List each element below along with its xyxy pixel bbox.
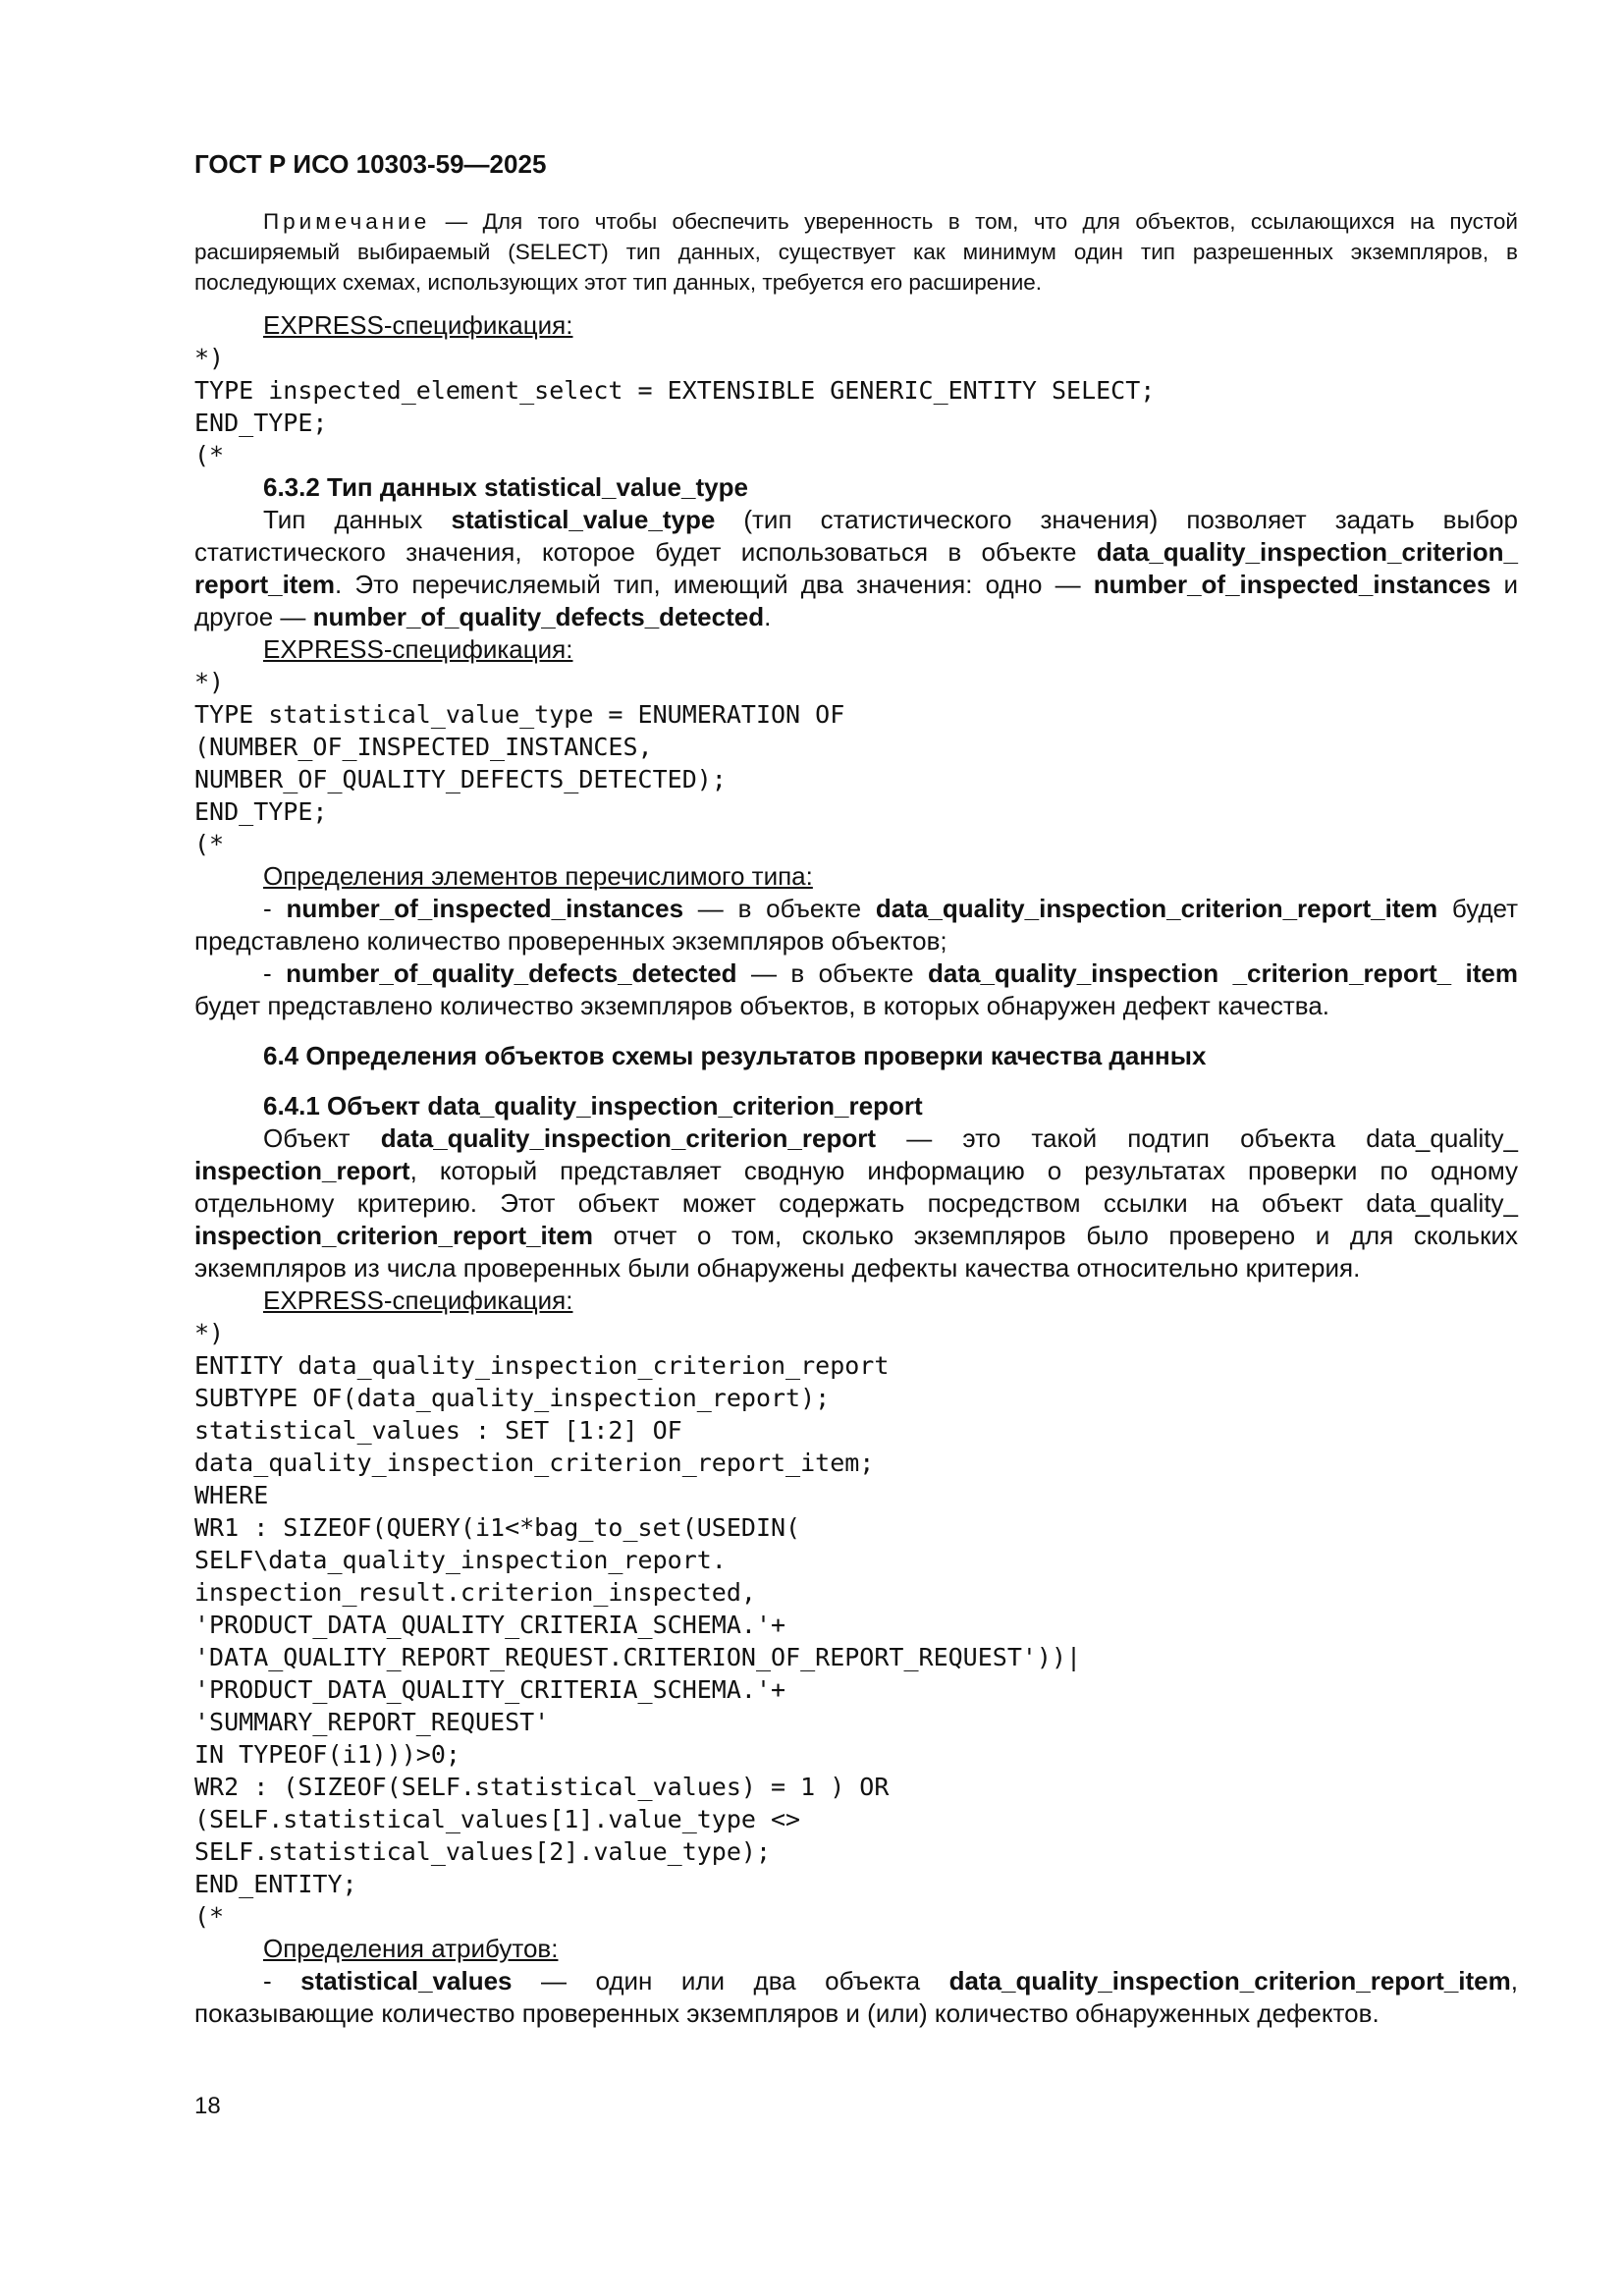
code-line: WR2 : (SIZEOF(SELF.statistical_values) = 1 ) OR (194, 1773, 890, 1801)
code-line: ENTITY data_quality_inspection_criterion_report (194, 1351, 890, 1380)
code-line: (* (194, 441, 225, 469)
code-line: SELF\data_quality_inspection_report. (194, 1546, 727, 1574)
term: data_quality_inspection_criterion_report_item (948, 1966, 1511, 1995)
code-line: TYPE statistical_value_type = ENUMERATION OF (194, 700, 845, 729)
code-line: WR1 : SIZEOF(QUERY(i1<*bag_to_set(USEDIN( (194, 1513, 801, 1542)
term: inspection_report (194, 1156, 410, 1185)
term: statistical_value_type (451, 505, 716, 534)
code-line: (* (194, 830, 225, 858)
term: data_quality_inspection_criterion_report (380, 1123, 876, 1153)
page-number: 18 (194, 2093, 221, 2119)
code-line: (SELF.statistical_values[1].value_type <> (194, 1805, 801, 1833)
term: number_of_inspected_instances (1093, 570, 1491, 599)
term: data_quality_inspection_criterion_report_item (875, 894, 1438, 923)
code-line: 'DATA_QUALITY_REPORT_REQUEST.CRITERION_OF_REPORT_REQUEST'))| (194, 1643, 1082, 1671)
term: number_of_inspected_instances (286, 894, 684, 923)
code-line: END_ENTITY; (194, 1870, 357, 1898)
text-run: будет представлено количество проверенных экземпляров объектов; (194, 894, 1519, 956)
term: data_quality_inspection_criterion_ report_item (194, 537, 1518, 599)
code-block-1 (194, 342, 1518, 471)
code-block-2 (194, 666, 1518, 860)
note-paragraph (194, 206, 1518, 298)
text-run: , который представляет сводную информацию о результатах проверки по одному отдельному критерию. Этот объект может содержать посредством ссылки на объект data_quality_ (194, 1156, 1518, 1218)
express-label: EXPRESS-спецификация: (263, 1285, 573, 1315)
text-run: - (263, 958, 287, 988)
text-run: . (764, 602, 772, 631)
code-line: TYPE inspected_element_select = EXTENSIBLE GENERIC_ENTITY SELECT; (194, 376, 1156, 405)
text-run: . Это перечисляемый тип, имеющий два значения: одно — (335, 570, 1094, 599)
text-run: Объект (263, 1123, 381, 1153)
code-line: statistical_values : SET [1:2] OF (194, 1416, 682, 1445)
enum-definitions-label: Определения элементов перечислимого типа: (263, 861, 813, 891)
text-run: - (263, 1966, 301, 1995)
code-line: SUBTYPE OF(data_quality_inspection_report); (194, 1384, 831, 1412)
enum-definition-item (194, 957, 1518, 1022)
code-line: *) (194, 344, 225, 372)
text-run: и другое — (194, 570, 1518, 631)
note-text: — Для того чтобы обеспечить уверенность в том, что для объектов, ссылающихся на пустой расширяемый выбираемый (SELECT) тип данных, существует как минимум один тип разрешенных экземпляров, в последующих схемах, использующих этот тип данных, требуется его расширение. (194, 209, 1518, 295)
text-run: (тип статистического значения) позволяет задать выбор статистического значения, которое будет использоваться в объекте (194, 505, 1518, 567)
note-label: Примечание (263, 209, 431, 234)
page-content (194, 147, 1518, 2030)
code-line: *) (194, 1319, 225, 1347)
text-run: — в объекте (683, 894, 876, 923)
text-run: будет представлено количество экземпляров объектов, в которых обнаружен дефект качества. (194, 991, 1330, 1020)
term: data_quality_inspection _criterion_report_ item (927, 958, 1518, 988)
code-line: 'PRODUCT_DATA_QUALITY_CRITERIA_SCHEMA.'+ (194, 1611, 786, 1639)
code-block-3 (194, 1317, 1518, 1933)
express-label: EXPRESS-спецификация: (263, 634, 573, 664)
code-line: 'SUMMARY_REPORT_REQUEST' (194, 1708, 550, 1736)
section-heading-641: 6.4.1 Объект data_quality_inspection_criterion_report (263, 1091, 923, 1121)
document-header: ГОСТ Р ИСО 10303-59—2025 (194, 149, 547, 179)
code-line: (* (194, 1902, 225, 1931)
section-641-paragraph (194, 1122, 1518, 1285)
attribute-definitions-label: Определения атрибутов: (263, 1934, 559, 1963)
express-label: EXPRESS-спецификация: (263, 310, 573, 340)
text-run: , показывающие количество проверенных экземпляров и (или) количество обнаруженных дефектов. (194, 1966, 1518, 2028)
text-run: — в объекте (736, 958, 928, 988)
attribute-definition-item (194, 1965, 1518, 2030)
code-line: *) (194, 668, 225, 696)
text-run: — один или два объекта (512, 1966, 949, 1995)
term: statistical_values (300, 1966, 513, 1995)
code-line: IN TYPEOF(i1)))>0; (194, 1740, 460, 1769)
code-line: 'PRODUCT_DATA_QUALITY_CRITERIA_SCHEMA.'+ (194, 1675, 786, 1704)
code-line: (NUMBER_OF_INSPECTED_INSTANCES, (194, 733, 653, 761)
code-line: SELF.statistical_values[2].value_type); (194, 1837, 771, 1866)
term: number_of_quality_defects_detected (312, 602, 765, 631)
section-heading-64: 6.4 Определения объектов схемы результатов проверки качества данных (263, 1041, 1207, 1070)
text-run: — это такой подтип объекта data_quality_ (876, 1123, 1518, 1153)
text-run: отчет о том, сколько экземпляров было проверено и для скольких экземпляров из числа проверенных были обнаружены дефекты качества относительно критерия. (194, 1221, 1518, 1283)
term: inspection_criterion_report_item (194, 1221, 593, 1250)
text-run: - (263, 894, 287, 923)
section-heading-632: 6.3.2 Тип данных statistical_value_type (263, 472, 748, 502)
code-line: WHERE (194, 1481, 269, 1509)
section-632-paragraph (194, 504, 1518, 633)
code-line: data_quality_inspection_criterion_report_item; (194, 1449, 875, 1477)
enum-definition-item (194, 893, 1518, 957)
code-line: inspection_result.criterion_inspected, (194, 1578, 756, 1607)
code-line: END_TYPE; (194, 409, 328, 437)
term: number_of_quality_defects_detected (286, 958, 737, 988)
text-run: Тип данных (263, 505, 452, 534)
code-line: END_TYPE; (194, 797, 328, 826)
code-line: NUMBER_OF_QUALITY_DEFECTS_DETECTED); (194, 765, 727, 793)
